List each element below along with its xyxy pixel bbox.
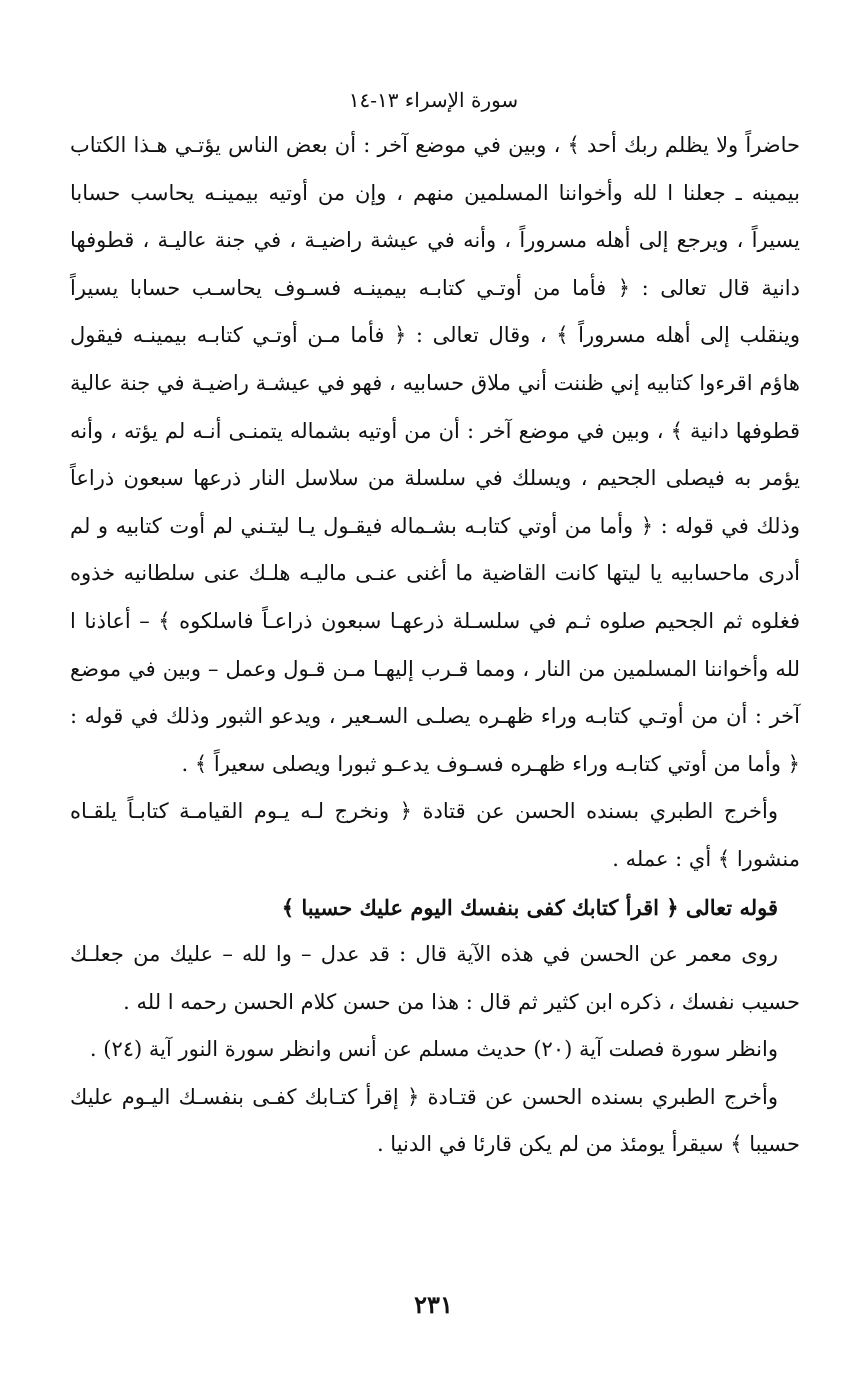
- page-number: ٢٣١: [414, 1290, 453, 1319]
- paragraph-commentary: حاضراً ولا يظلم ربك أحد ﴾ ، وبين في موضع آخر : أن بعض الناس يؤتـي هـذا الكتاب بيمينه ـ جعلنا ا لله وأخواننا المسلمين منهم ، وإن من أوتيه بيمينـه يحاسب حسابا يسيراً ، ويرجع إلى أهله مسروراً ، وأنه في عيشة راضيـة ، في جنة عاليـة ، قطوفها دانية قال تعالى : ﴿ فأما من أوتـي كتابـه بيمينـه فسـوف يحاسـب حسابا يسيراً وينقلب إلى أهله مسروراً ﴾ ، وقال تعالى : ﴿ فأما مـن أوتـي كتابـه بيمينـه فيقول هاؤم اقرءوا كتابيه إني ظننت أني ملاق حسابيه ، فهو في عيشـة راضيـة في جنة عالية قطوفها دانية ﴾ ، وبين في موضع آخر : أن من أوتيه بشماله يتمنـى أنـه لم يؤته ، وأنه يؤمر به فيصلى الجحيم ، ويسلك في سلسلة من سلاسل النار ذرعها سبعون ذراعاً وذلك في قوله : ﴿ وأما من أوتي كتابـه بشـماله فيقـول يـا ليتـني لم أوت كتابيه و لم أدرى ماحسابيه يا ليتها كانت القاضية ما أغنى عنـى ماليـه هلـك عنى سلطانيه خذوه فغلوه ثم الجحيم صلوه ثـم في سلسـلة ذرعهـا سبعون ذراعـاً فاسلكوه ﴾ – أعاذنا ا لله وأخواننا المسلمين من النار ، ومما قـرب إليهـا مـن قـول وعمل – وبين في موضع آخر : أن من أوتـي كتابـه وراء ظهـره يصلـى السـعير ، ويدعو الثبور وذلك في قوله : ﴿ وأما من أوتي كتابـه وراء ظهـره فسـوف يدعـو ثبورا ويصلى سعيراً ﴾ .: [70, 133, 801, 776]
- verse-heading: قوله تعالى ﴿ اقرأ كتابك كفى بنفسك اليوم عليك حسيبا ﴾: [281, 894, 778, 920]
- paragraph-tabari-qatada-2: وأخرج الطبري بسنده الحسن عن قتـادة ﴿ إقرأ كتـابك كفـى بنفسـك اليـوم عليك حسيبا ﴾ سيقرأ يومئذ من لم يكن قارئا في الدنيا .: [70, 1084, 800, 1157]
- paragraph-mamar-hasan: روى معمر عن الحسن في هذه الآية قال : قد عدل – وا لله – عليك من جعلـك حسيب نفسك ، ذكره ابن كثير ثم قال : هذا من حسن كلام الحسن رحمه ا لله .: [70, 942, 800, 1014]
- page-body: [70, 122, 800, 1169]
- paragraph-tabari-qatada: وأخرج الطبري بسنده الحسن عن قتادة ﴿ ونخرج لـه يـوم القيامـة كتابـاً يلقـاه منشورا ﴾ أي : عمله .: [70, 799, 800, 871]
- running-header: سورة الإسراء ١٣-١٤: [348, 88, 519, 112]
- paragraph-cross-reference: وانظر سورة فصلت آية (٢٠) حديث مسلم عن أنس وانظر سورة النور آية (٢٤) .: [89, 1037, 778, 1062]
